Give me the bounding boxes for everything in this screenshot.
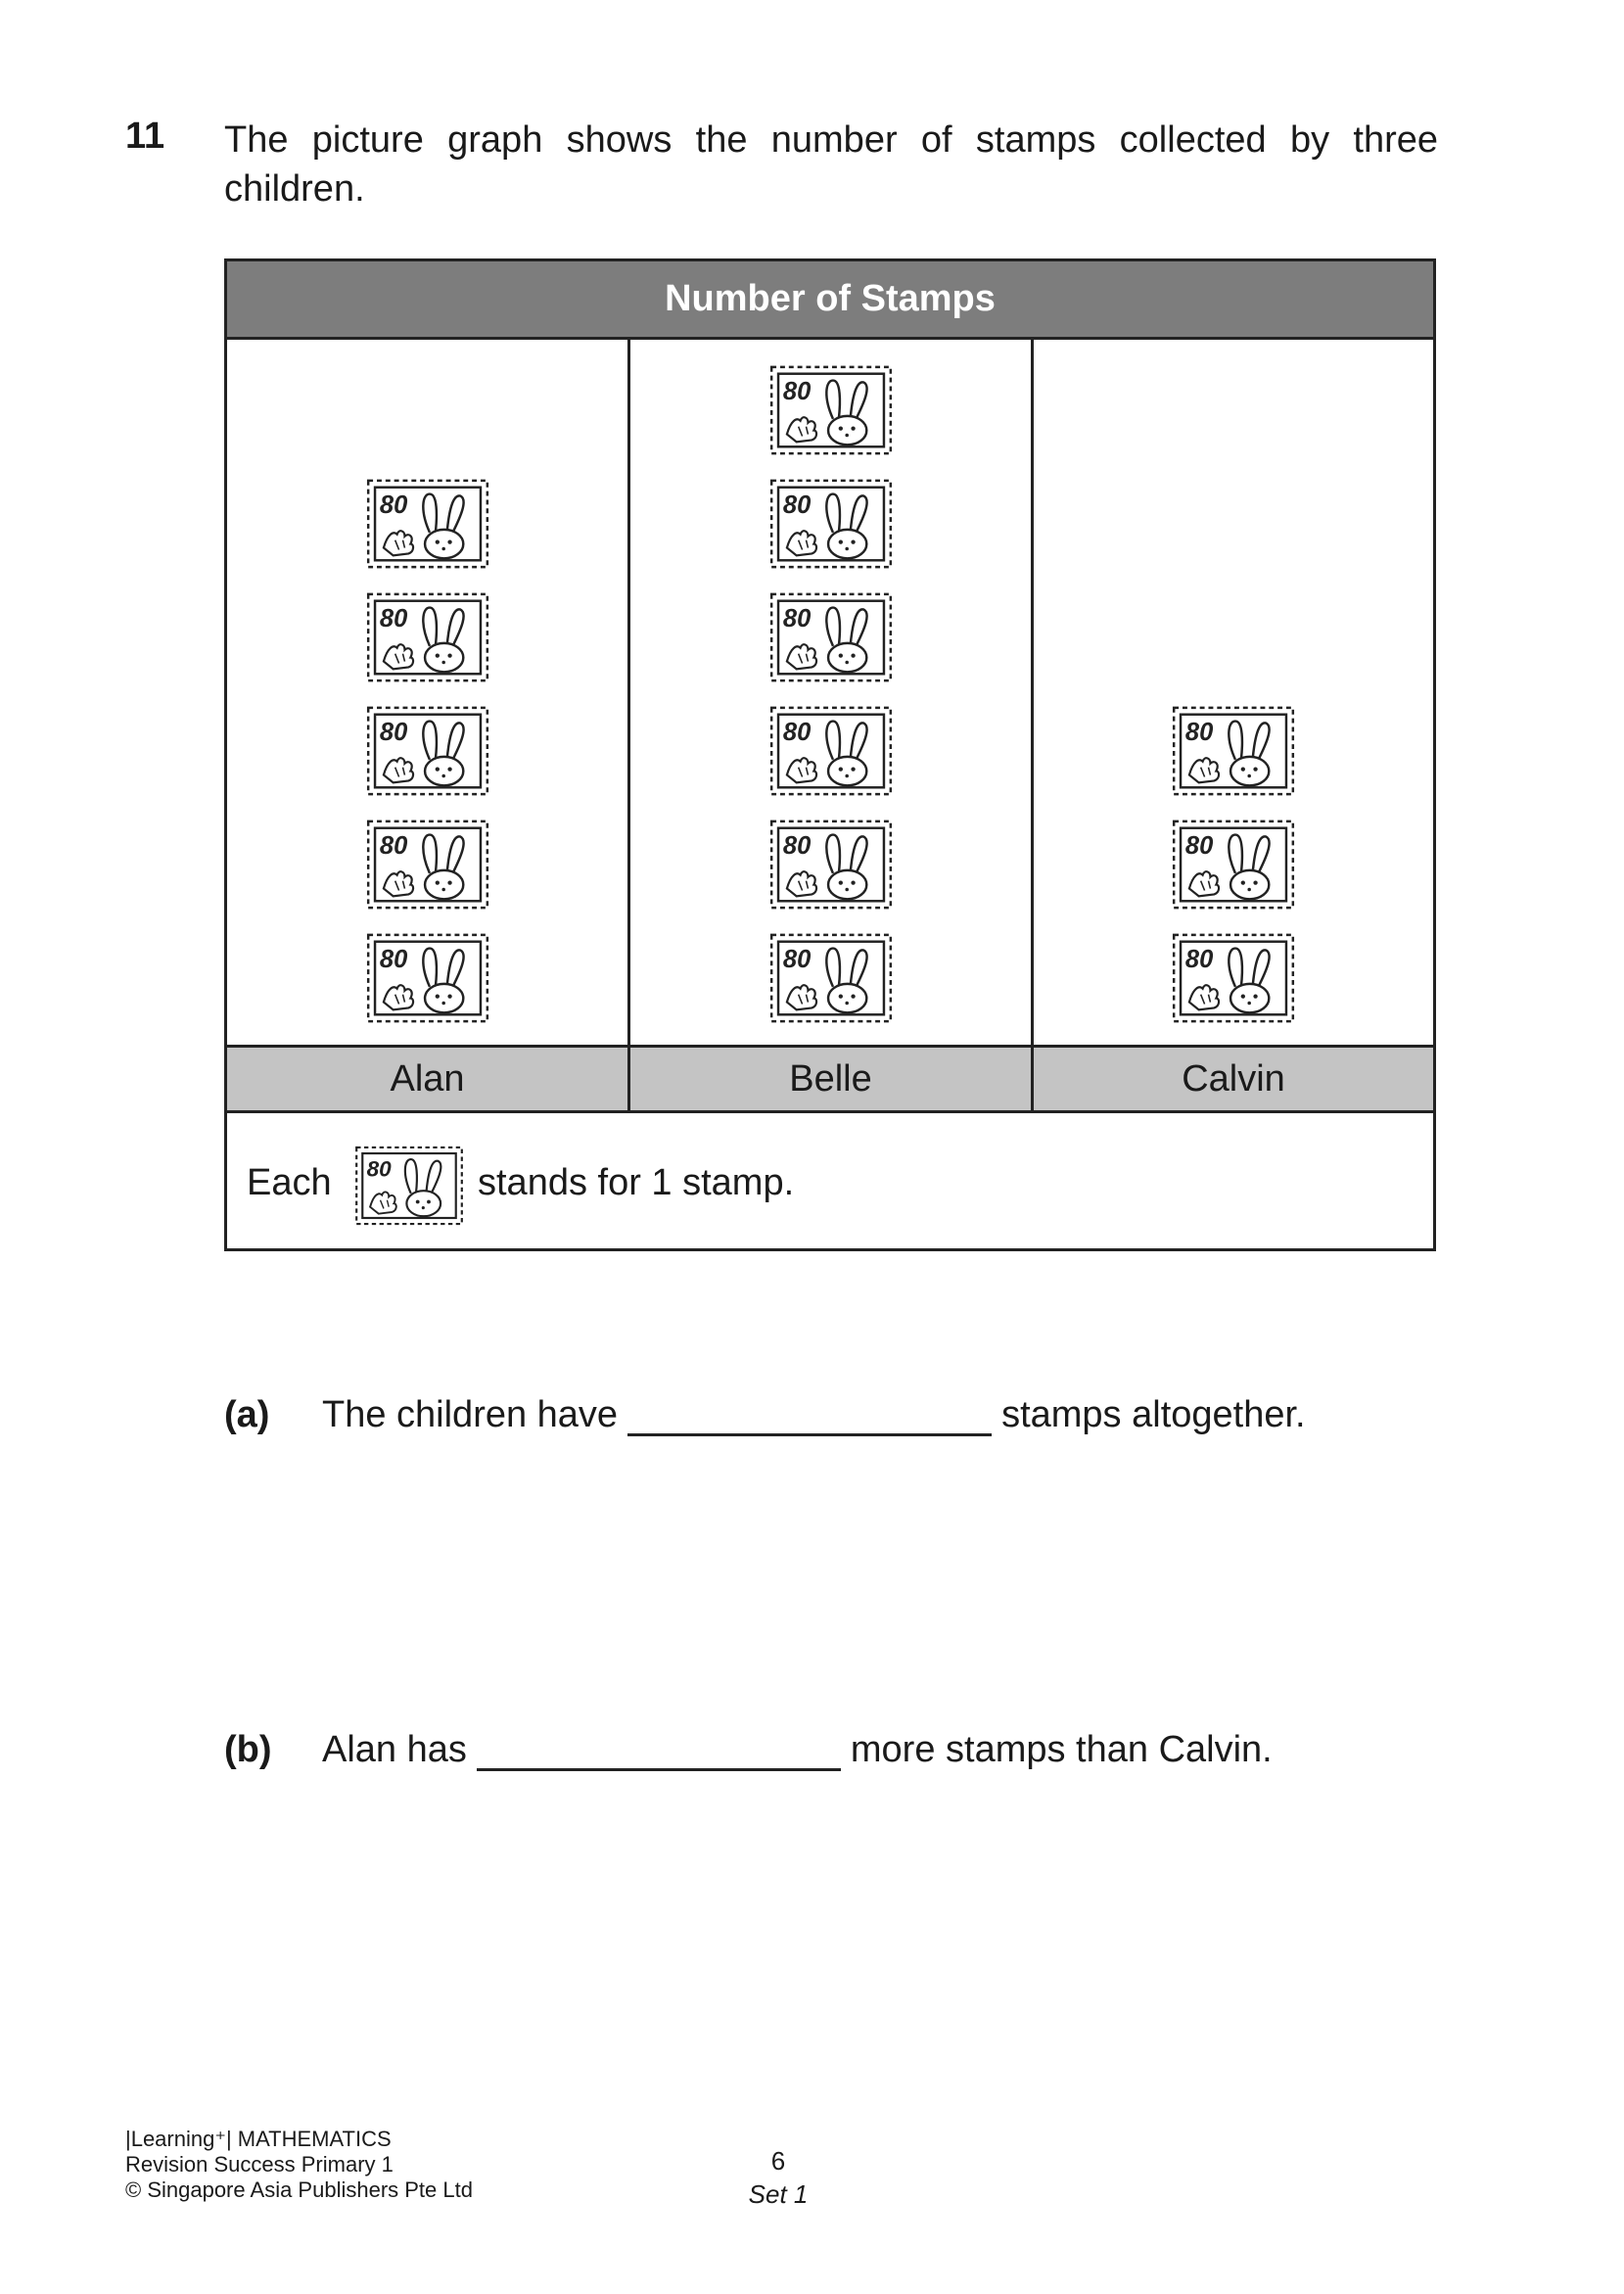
stamp-mark xyxy=(1166,927,1301,1029)
graph-key xyxy=(227,1113,1433,1248)
part-label: (a) xyxy=(224,1394,270,1435)
footer-publisher xyxy=(125,2127,473,2203)
stamp-mark xyxy=(360,927,495,1029)
stamp-mark xyxy=(1166,700,1301,802)
stamp-mark xyxy=(764,700,899,802)
stamp-stack xyxy=(630,359,1031,1029)
rabbit-stamp-icon xyxy=(349,1141,469,1231)
footer-page xyxy=(724,2144,832,2211)
category-label: Alan xyxy=(390,1057,465,1100)
footer-copyright: © Singapore Asia Publishers Pte Ltd xyxy=(125,2177,473,2202)
category-label: Belle xyxy=(627,1048,1031,1110)
stamp-mark xyxy=(360,586,495,688)
part-text-after: more stamps than Calvin. xyxy=(850,1729,1273,1770)
category-row xyxy=(227,1045,1433,1113)
stamp-mark xyxy=(764,359,899,461)
column-alan xyxy=(227,340,627,1045)
stamp-mark xyxy=(1166,814,1301,915)
column-belle xyxy=(627,340,1031,1045)
part-text-before: Alan has xyxy=(322,1729,467,1770)
part-label: (b) xyxy=(224,1729,272,1770)
page-number: 6 xyxy=(770,2146,786,2176)
part-text-after: stamps altogether. xyxy=(1001,1394,1306,1435)
part-sentence xyxy=(322,1729,1273,1771)
question-number: 11 xyxy=(125,116,165,157)
stamp-stack xyxy=(227,473,627,1029)
stamp-mark xyxy=(360,700,495,802)
question-text: The picture graph shows the number of stamps collected by three children. xyxy=(224,119,1438,210)
stamp-mark xyxy=(360,814,495,915)
graph-title: Number of Stamps xyxy=(227,261,1433,340)
stamp-mark xyxy=(764,927,899,1029)
part-text-before: The children have xyxy=(322,1394,619,1435)
footer-series: Revision Success Primary 1 xyxy=(125,2152,394,2177)
part-sentence xyxy=(322,1394,1306,1436)
footer-brand: |Learning⁺| MATHEMATICS xyxy=(125,2127,392,2151)
column-calvin xyxy=(1031,340,1433,1045)
stamp-stack xyxy=(1034,700,1433,1029)
answer-blank[interactable] xyxy=(477,1735,841,1771)
category-label: Calvin xyxy=(1031,1048,1433,1110)
key-prefix: Each xyxy=(247,1162,332,1203)
stamp-mark xyxy=(360,473,495,575)
stamp-mark xyxy=(764,473,899,575)
picture-graph xyxy=(224,258,1436,1251)
stamp-mark xyxy=(764,814,899,915)
key-suffix: stands for 1 stamp. xyxy=(478,1162,795,1203)
answer-blank[interactable] xyxy=(627,1400,992,1436)
stamp-mark xyxy=(764,586,899,688)
set-label: Set 1 xyxy=(748,2179,809,2209)
